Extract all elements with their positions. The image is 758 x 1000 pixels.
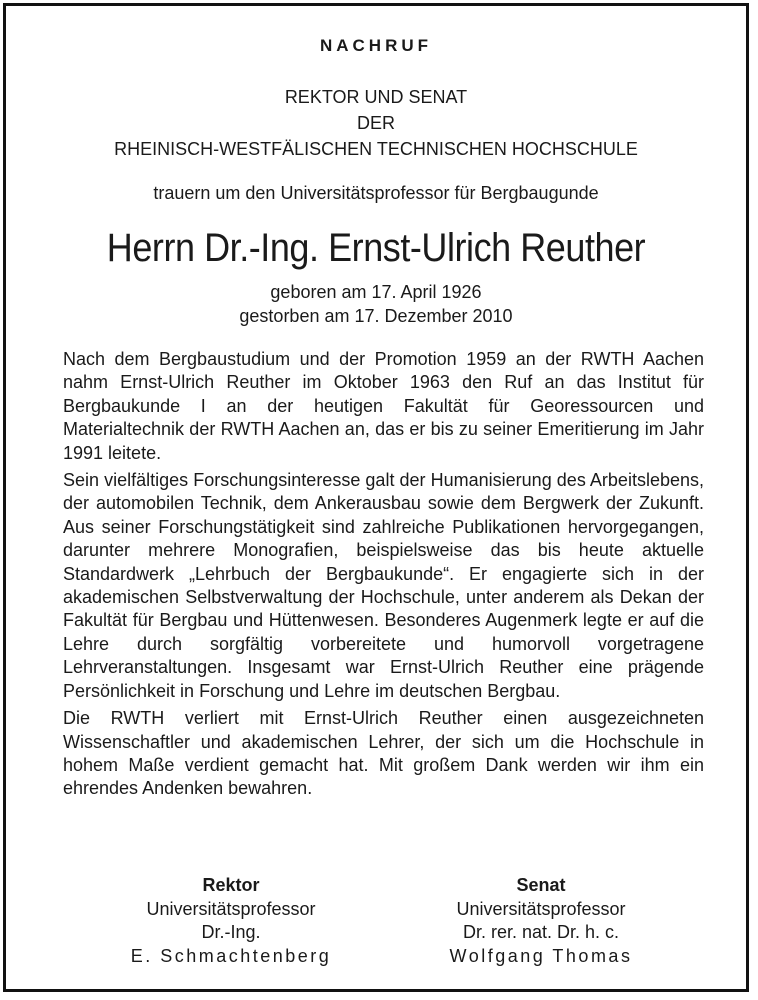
issuer-line-2: DER: [356, 113, 395, 133]
signature-name: Wolfgang Thomas: [449, 945, 633, 966]
signature-degree: Dr.-Ing.: [201, 922, 261, 942]
signature-rektor: [86, 874, 376, 968]
body-paragraph-3: Die RWTH verliert mit Ernst-Ulrich Reuther einen ausgezeichneten Wissenschaftler und akademischen Lehrer, der sich um die Hochschule in hohem Maße verdient gemacht hat. Mit großem Dank werden wir ihm ein ehrendes Andenken bewahren.: [63, 708, 704, 799]
body-paragraph-2: Sein vielfältiges Forschungsinteresse galt der Humanisierung des Arbeitslebens, der automobilen Technik, dem Ankerausbau sowie dem Bergwerk der Zukunft. Aus seiner Forschungstätigkeit sind zahlreiche Publikationen hervorgegangen, darunter mehrere Monografien, beispielsweise das bis heute aktuelle Standardwerk „Lehrbuch der Bergbaukunde“. Er engagierte sich in der akademischen Selbstverwaltung der Hochschule, unter anderem als Dekan der Fakultät für Bergbau und Hüttenwesen. Besonderes Augenmerk legte er auf die Lehre durch sorgfältig vorbereitete und humorvoll vorgetragene Lehrveranstaltungen. Insgesamt war Ernst-Ulrich Reuther eine prägende Persönlichkeit in Forschung und Lehre im deutschen Bergbau.: [63, 470, 704, 701]
body-paragraph-1: Nach dem Bergbaustudium und der Promotion 1959 an der RWTH Aachen nahm Ernst-Ulrich Reuther im Oktober 1963 den Ruf an das Institut für Bergbaukunde I an der heutigen Fakultät für Georessourcen und Materialtechnik der RWTH Aachen an, das er bis zu seiner Emeritierung im Jahr 1991 leitete.: [63, 349, 704, 463]
signature-name: E. Schmachtenberg: [130, 945, 332, 966]
signature-role: Rektor: [202, 875, 260, 895]
signature-senat: [396, 874, 686, 968]
signature-role: Senat: [516, 875, 566, 895]
deceased-name: Herrn Dr.-Ing. Ernst-Ulrich Reuther: [106, 226, 646, 270]
mourning-line: trauern um den Universitätsprofessor für Bergbaugunde: [153, 183, 599, 203]
obituary-body: [63, 348, 704, 805]
signature-degree: Dr. rer. nat. Dr. h. c.: [462, 922, 620, 942]
issuer-line-3: RHEINISCH-WESTFÄLISCHEN TECHNISCHEN HOCHSCHULE: [114, 139, 638, 159]
birth-date: geboren am 17. April 1926: [270, 282, 482, 302]
signature-title: Universitätsprofessor: [456, 898, 626, 919]
notice-title: NACHRUF: [319, 36, 433, 55]
issuer-line-1: REKTOR UND SENAT: [284, 87, 468, 107]
issuer-block: [6, 84, 746, 162]
life-dates: [6, 280, 746, 328]
obituary-notice: [3, 3, 749, 992]
signature-title: Universitätsprofessor: [146, 898, 316, 919]
death-date: gestorben am 17. Dezember 2010: [239, 306, 513, 326]
